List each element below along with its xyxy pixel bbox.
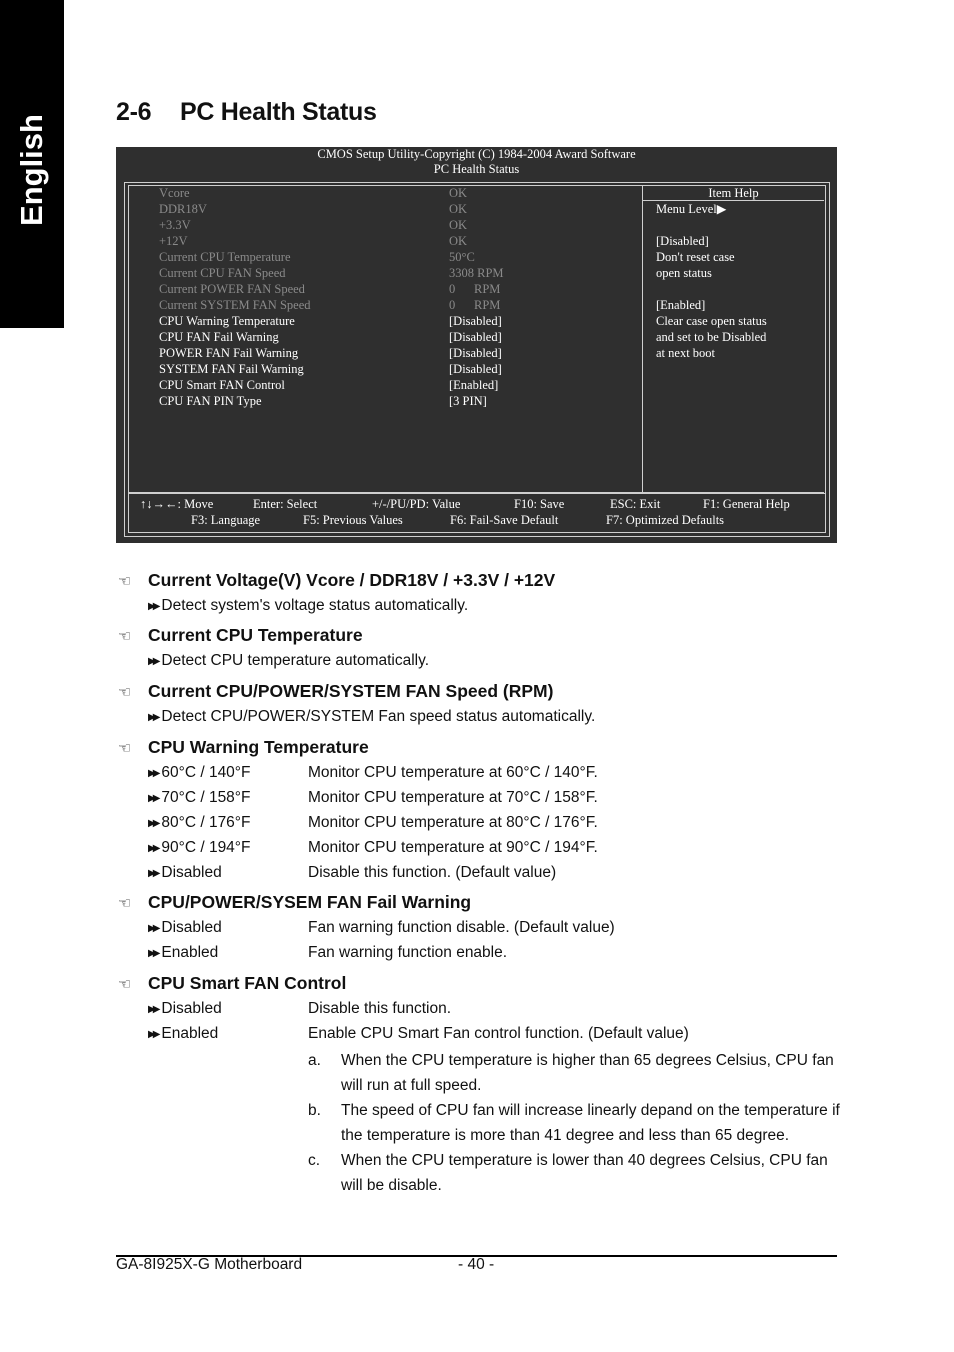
pointing-hand-icon: ☜ bbox=[118, 684, 132, 701]
pointing-hand-icon: ☜ bbox=[118, 895, 132, 912]
key-f5: F5: Previous Values bbox=[303, 513, 403, 527]
bios-screen bbox=[116, 147, 837, 543]
bios-item-smart-fan[interactable]: CPU Smart FAN Control [Enabled] bbox=[159, 378, 499, 392]
option-row: ▶▶ Disabled Disable this function. bbox=[148, 1000, 452, 1017]
voltage-heading: ☜ Current Voltage(V) Vcore / DDR18V / +3.3V / +12V bbox=[118, 570, 556, 590]
pointing-hand-icon: ☜ bbox=[118, 740, 132, 757]
double-arrow-icon: ▶▶ bbox=[148, 712, 158, 723]
double-arrow-icon: ▶▶ bbox=[148, 1029, 158, 1040]
language-tab-label: English bbox=[14, 114, 49, 226]
section-title-text: PC Health Status bbox=[180, 98, 377, 126]
bios-header-copyright: CMOS Setup Utility-Copyright (C) 1984-2004 Award Software bbox=[317, 147, 636, 161]
footer-page-number: - 40 - bbox=[458, 1256, 495, 1273]
fan-speed-heading: ☜ Current CPU/POWER/SYSTEM FAN Speed (RPM) bbox=[118, 681, 554, 701]
fan-fail-heading: ☜ CPU/POWER/SYSEM FAN Fail Warning bbox=[118, 892, 472, 912]
item-help-text: Menu Level▶ [Disabled] Don't reset case open status [Enabled] Clear case open status and set to be Disabled at next boot bbox=[656, 202, 767, 360]
double-arrow-icon: ▶▶ bbox=[148, 868, 158, 879]
bios-item-system-fan-fail[interactable]: SYSTEM FAN Fail Warning [Disabled] bbox=[159, 362, 502, 376]
bios-help-divider bbox=[642, 185, 643, 492]
double-arrow-icon: ▶▶ bbox=[148, 656, 158, 667]
bios-item-3v3: +3.3V OK bbox=[159, 218, 468, 232]
bios-item-vcore: Vcore OK bbox=[159, 186, 468, 200]
pointing-hand-icon: ☜ bbox=[118, 628, 132, 645]
smart-fan-note-b: b. The speed of CPU fan will increase linearly depand on the temperature if the temperature is more than 41 degree and less than 65 degree. bbox=[308, 1102, 840, 1144]
key-enter: Enter: Select bbox=[253, 497, 318, 511]
key-f3: F3: Language bbox=[191, 513, 261, 527]
bios-item-cpu-fan-fail[interactable]: CPU FAN Fail Warning [Disabled] bbox=[159, 330, 502, 344]
bios-item-power-fan-speed: Current POWER FAN Speed 0 RPM bbox=[159, 282, 501, 296]
option-row: ▶▶ 90°C / 194°F Monitor CPU temperature at 90°C / 194°F. bbox=[148, 839, 598, 856]
smart-fan-note-c: c. When the CPU temperature is lower than 40 degrees Celsius, CPU fan will be disable. bbox=[308, 1152, 828, 1194]
bios-item-system-fan-speed: Current SYSTEM FAN Speed 0 RPM bbox=[159, 298, 501, 312]
key-move: ↑↓→←: Move bbox=[140, 497, 214, 511]
warning-temp-heading: ☜ CPU Warning Temperature bbox=[118, 737, 369, 757]
pointing-hand-icon: ☜ bbox=[118, 976, 132, 993]
key-f1: F1: General Help bbox=[703, 497, 790, 511]
double-arrow-icon: ▶▶ bbox=[148, 948, 158, 959]
smart-fan-note-a: a. When the CPU temperature is higher than 65 degrees Celsius, CPU fan will run at full speed. bbox=[308, 1052, 834, 1094]
bios-item-power-fan-fail[interactable]: POWER FAN Fail Warning [Disabled] bbox=[159, 346, 502, 360]
double-arrow-icon: ▶▶ bbox=[148, 923, 158, 934]
fan-speed-description: ▶▶ Detect CPU/POWER/SYSTEM Fan speed status automatically. bbox=[148, 708, 596, 725]
bios-item-12v: +12V OK bbox=[159, 234, 468, 248]
key-esc: ESC: Exit bbox=[610, 497, 661, 511]
option-row: ▶▶ Disabled Disable this function. (Default value) bbox=[148, 864, 557, 881]
smart-fan-heading: ☜ CPU Smart FAN Control bbox=[118, 973, 347, 993]
key-f7: F7: Optimized Defaults bbox=[606, 513, 725, 527]
bios-header-title: PC Health Status bbox=[433, 162, 520, 176]
double-arrow-icon: ▶▶ bbox=[148, 601, 158, 612]
bios-item-cpu-temp: Current CPU Temperature 50°C bbox=[159, 250, 475, 264]
option-row: ▶▶ Disabled Fan warning function disable. (Default value) bbox=[148, 919, 615, 936]
cpu-temp-description: ▶▶ Detect CPU temperature automatically. bbox=[148, 652, 430, 669]
footer-model: GA-8I925X-G Motherboard bbox=[116, 1256, 303, 1273]
pointing-hand-icon: ☜ bbox=[118, 573, 132, 590]
key-f10: F10: Save bbox=[514, 497, 565, 511]
option-row: ▶▶ 60°C / 140°F Monitor CPU temperature at 60°C / 140°F. bbox=[148, 764, 598, 781]
section-title bbox=[116, 98, 377, 127]
cpu-temp-heading: ☜ Current CPU Temperature bbox=[118, 625, 363, 645]
option-row: ▶▶ 70°C / 158°F Monitor CPU temperature at 70°C / 158°F. bbox=[148, 789, 598, 806]
option-row: ▶▶ Enabled Fan warning function enable. bbox=[148, 944, 508, 961]
key-f6: F6: Fail-Save Default bbox=[450, 513, 559, 527]
double-arrow-icon: ▶▶ bbox=[148, 843, 158, 854]
bios-item-cpu-fan-speed: Current CPU FAN Speed 3308 RPM bbox=[159, 266, 504, 280]
double-arrow-icon: ▶▶ bbox=[148, 818, 158, 829]
double-arrow-icon: ▶▶ bbox=[148, 1004, 158, 1015]
voltage-description: ▶▶ Detect system's voltage status automatically. bbox=[148, 597, 469, 614]
bios-item-ddr18v: DDR18V OK bbox=[159, 202, 468, 216]
option-row: ▶▶ Enabled Enable CPU Smart Fan control function. (Default value) bbox=[148, 1025, 689, 1042]
section-number: 2-6 bbox=[116, 98, 152, 126]
language-tab bbox=[0, 0, 64, 328]
bios-item-fan-pin-type[interactable]: CPU FAN PIN Type [3 PIN] bbox=[159, 394, 487, 408]
option-row: ▶▶ 80°C / 176°F Monitor CPU temperature at 80°C / 176°F. bbox=[148, 814, 598, 831]
double-arrow-icon: ▶▶ bbox=[148, 793, 158, 804]
key-value: +/-/PU/PD: Value bbox=[372, 497, 461, 511]
bios-item-list bbox=[159, 185, 639, 409]
bios-item-cpu-warning-temp[interactable]: CPU Warning Temperature [Disabled] bbox=[159, 314, 502, 328]
item-help-title: Item Help bbox=[708, 186, 759, 200]
double-arrow-icon: ▶▶ bbox=[148, 768, 158, 779]
